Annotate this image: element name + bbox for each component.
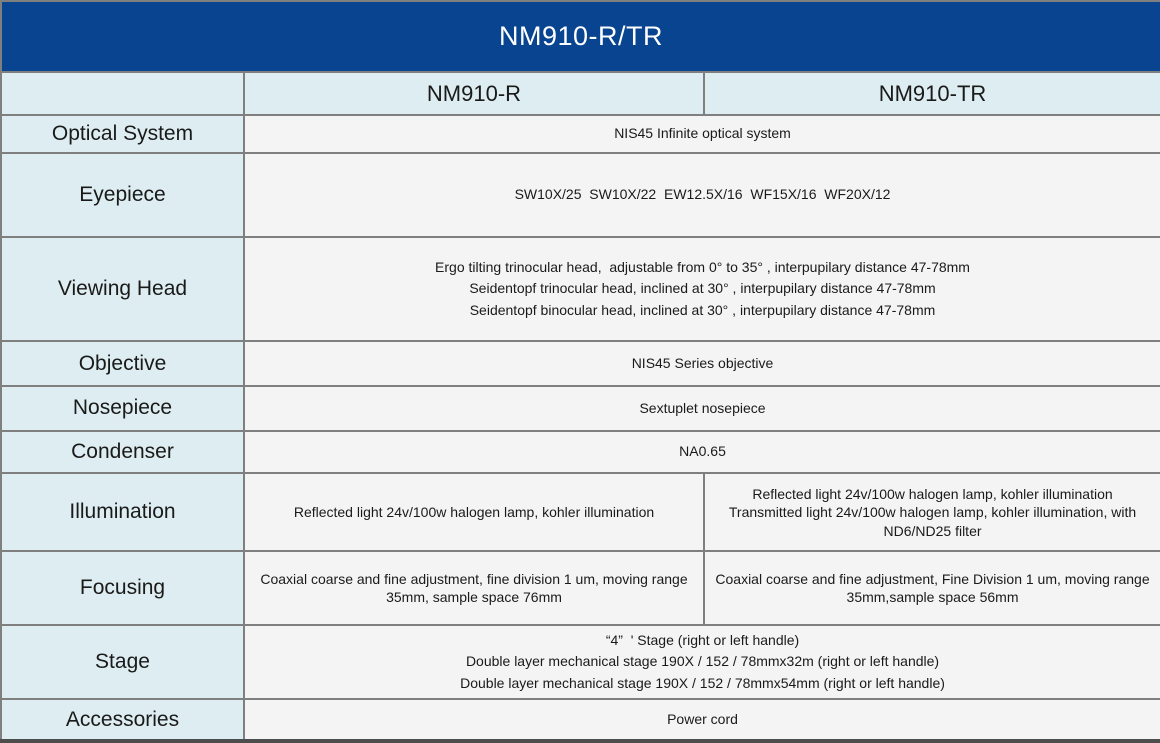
table-row xyxy=(1,153,1160,237)
row-value-illumination-nm910r xyxy=(244,473,704,551)
row-label-condenser: Condenser xyxy=(1,431,244,474)
row-value-accessories xyxy=(244,699,1160,741)
spec-text: Reflected light 24v/100w halogen lamp, kohler illumination xyxy=(293,504,655,521)
spec-text: Power cord xyxy=(667,710,738,727)
spec-text: Seidentopf binocular head, inclined at 30° , interpupilary distance 47-78mm xyxy=(469,302,936,319)
row-value-focusing-nm910r xyxy=(244,551,704,625)
row-label-nosepiece: Nosepiece xyxy=(1,386,244,431)
row-label-eyepiece: Eyepiece xyxy=(1,153,244,237)
row-label-accessories: Accessories xyxy=(1,699,244,741)
table-row xyxy=(1,625,1160,699)
spec-text: Double layer mechanical stage 190X / 152 / 78mmx32m (right or left handle) xyxy=(465,653,940,670)
spec-text: Reflected light 24v/100w halogen lamp, kohler illumination xyxy=(752,485,1113,502)
table-row xyxy=(1,237,1160,341)
spec-text: NIS45 Series objective xyxy=(631,354,774,371)
page-title: NM910-R/TR xyxy=(1,1,1160,72)
corner-cell xyxy=(1,72,244,116)
spec-text: Sextuplet nosepiece xyxy=(639,399,766,416)
row-label-viewing-head: Viewing Head xyxy=(1,237,244,341)
spec-text: “4” ' Stage (right or left handle) xyxy=(605,631,800,648)
table-row xyxy=(1,115,1160,152)
spec-text: NA0.65 xyxy=(679,443,726,460)
row-value-viewing-head xyxy=(244,237,1160,341)
title-row xyxy=(1,1,1160,72)
row-value-objective xyxy=(244,341,1160,386)
row-label-stage: Stage xyxy=(1,625,244,699)
spec-text: Double layer mechanical stage 190X / 152 / 78mmx54mm (right or left handle) xyxy=(460,675,945,692)
row-label-illumination: Illumination xyxy=(1,473,244,551)
row-value-optical-system xyxy=(244,115,1160,152)
spec-text: Transmitted light 24v/100w halogen lamp, kohler illumination, with ND6/ND25 filter xyxy=(728,504,1141,539)
row-label-focusing: Focusing xyxy=(1,551,244,625)
table-row xyxy=(1,473,1160,551)
row-value-nosepiece xyxy=(244,386,1160,431)
spec-text: NIS45 Infinite optical system xyxy=(614,125,791,142)
row-label-optical-system: Optical System xyxy=(1,115,244,152)
table-row xyxy=(1,551,1160,625)
table-row xyxy=(1,431,1160,474)
column-header-row xyxy=(1,72,1160,116)
spec-text: Seidentopf trinocular head, inclined at 30° , interpupilary distance 47-78mm xyxy=(469,280,936,297)
table-row xyxy=(1,386,1160,431)
row-value-eyepiece xyxy=(244,153,1160,237)
row-value-illumination-nm910tr xyxy=(704,473,1160,551)
row-value-condenser xyxy=(244,431,1160,474)
row-label-objective: Objective xyxy=(1,341,244,386)
spec-text: SW10X/25 SW10X/22 EW12.5X/16 WF15X/16 WF20X/12 xyxy=(514,186,891,203)
spec-text: Ergo tilting trinocular head, adjustable from 0° to 35° , interpupilary distance 47-78mm xyxy=(435,258,970,275)
spec-text: Coaxial coarse and fine adjustment, fine division 1 um, moving range 35mm, sample space 76mm xyxy=(260,570,692,606)
column-header-nm910tr: NM910-TR xyxy=(704,72,1160,116)
table-row xyxy=(1,341,1160,386)
row-value-focusing-nm910tr xyxy=(704,551,1160,625)
column-header-nm910r: NM910-R xyxy=(244,72,704,116)
table-row xyxy=(1,699,1160,741)
spec-text: Coaxial coarse and fine adjustment, Fine Division 1 um, moving range 35mm,sample space 56mm xyxy=(715,570,1154,606)
row-value-stage xyxy=(244,625,1160,699)
